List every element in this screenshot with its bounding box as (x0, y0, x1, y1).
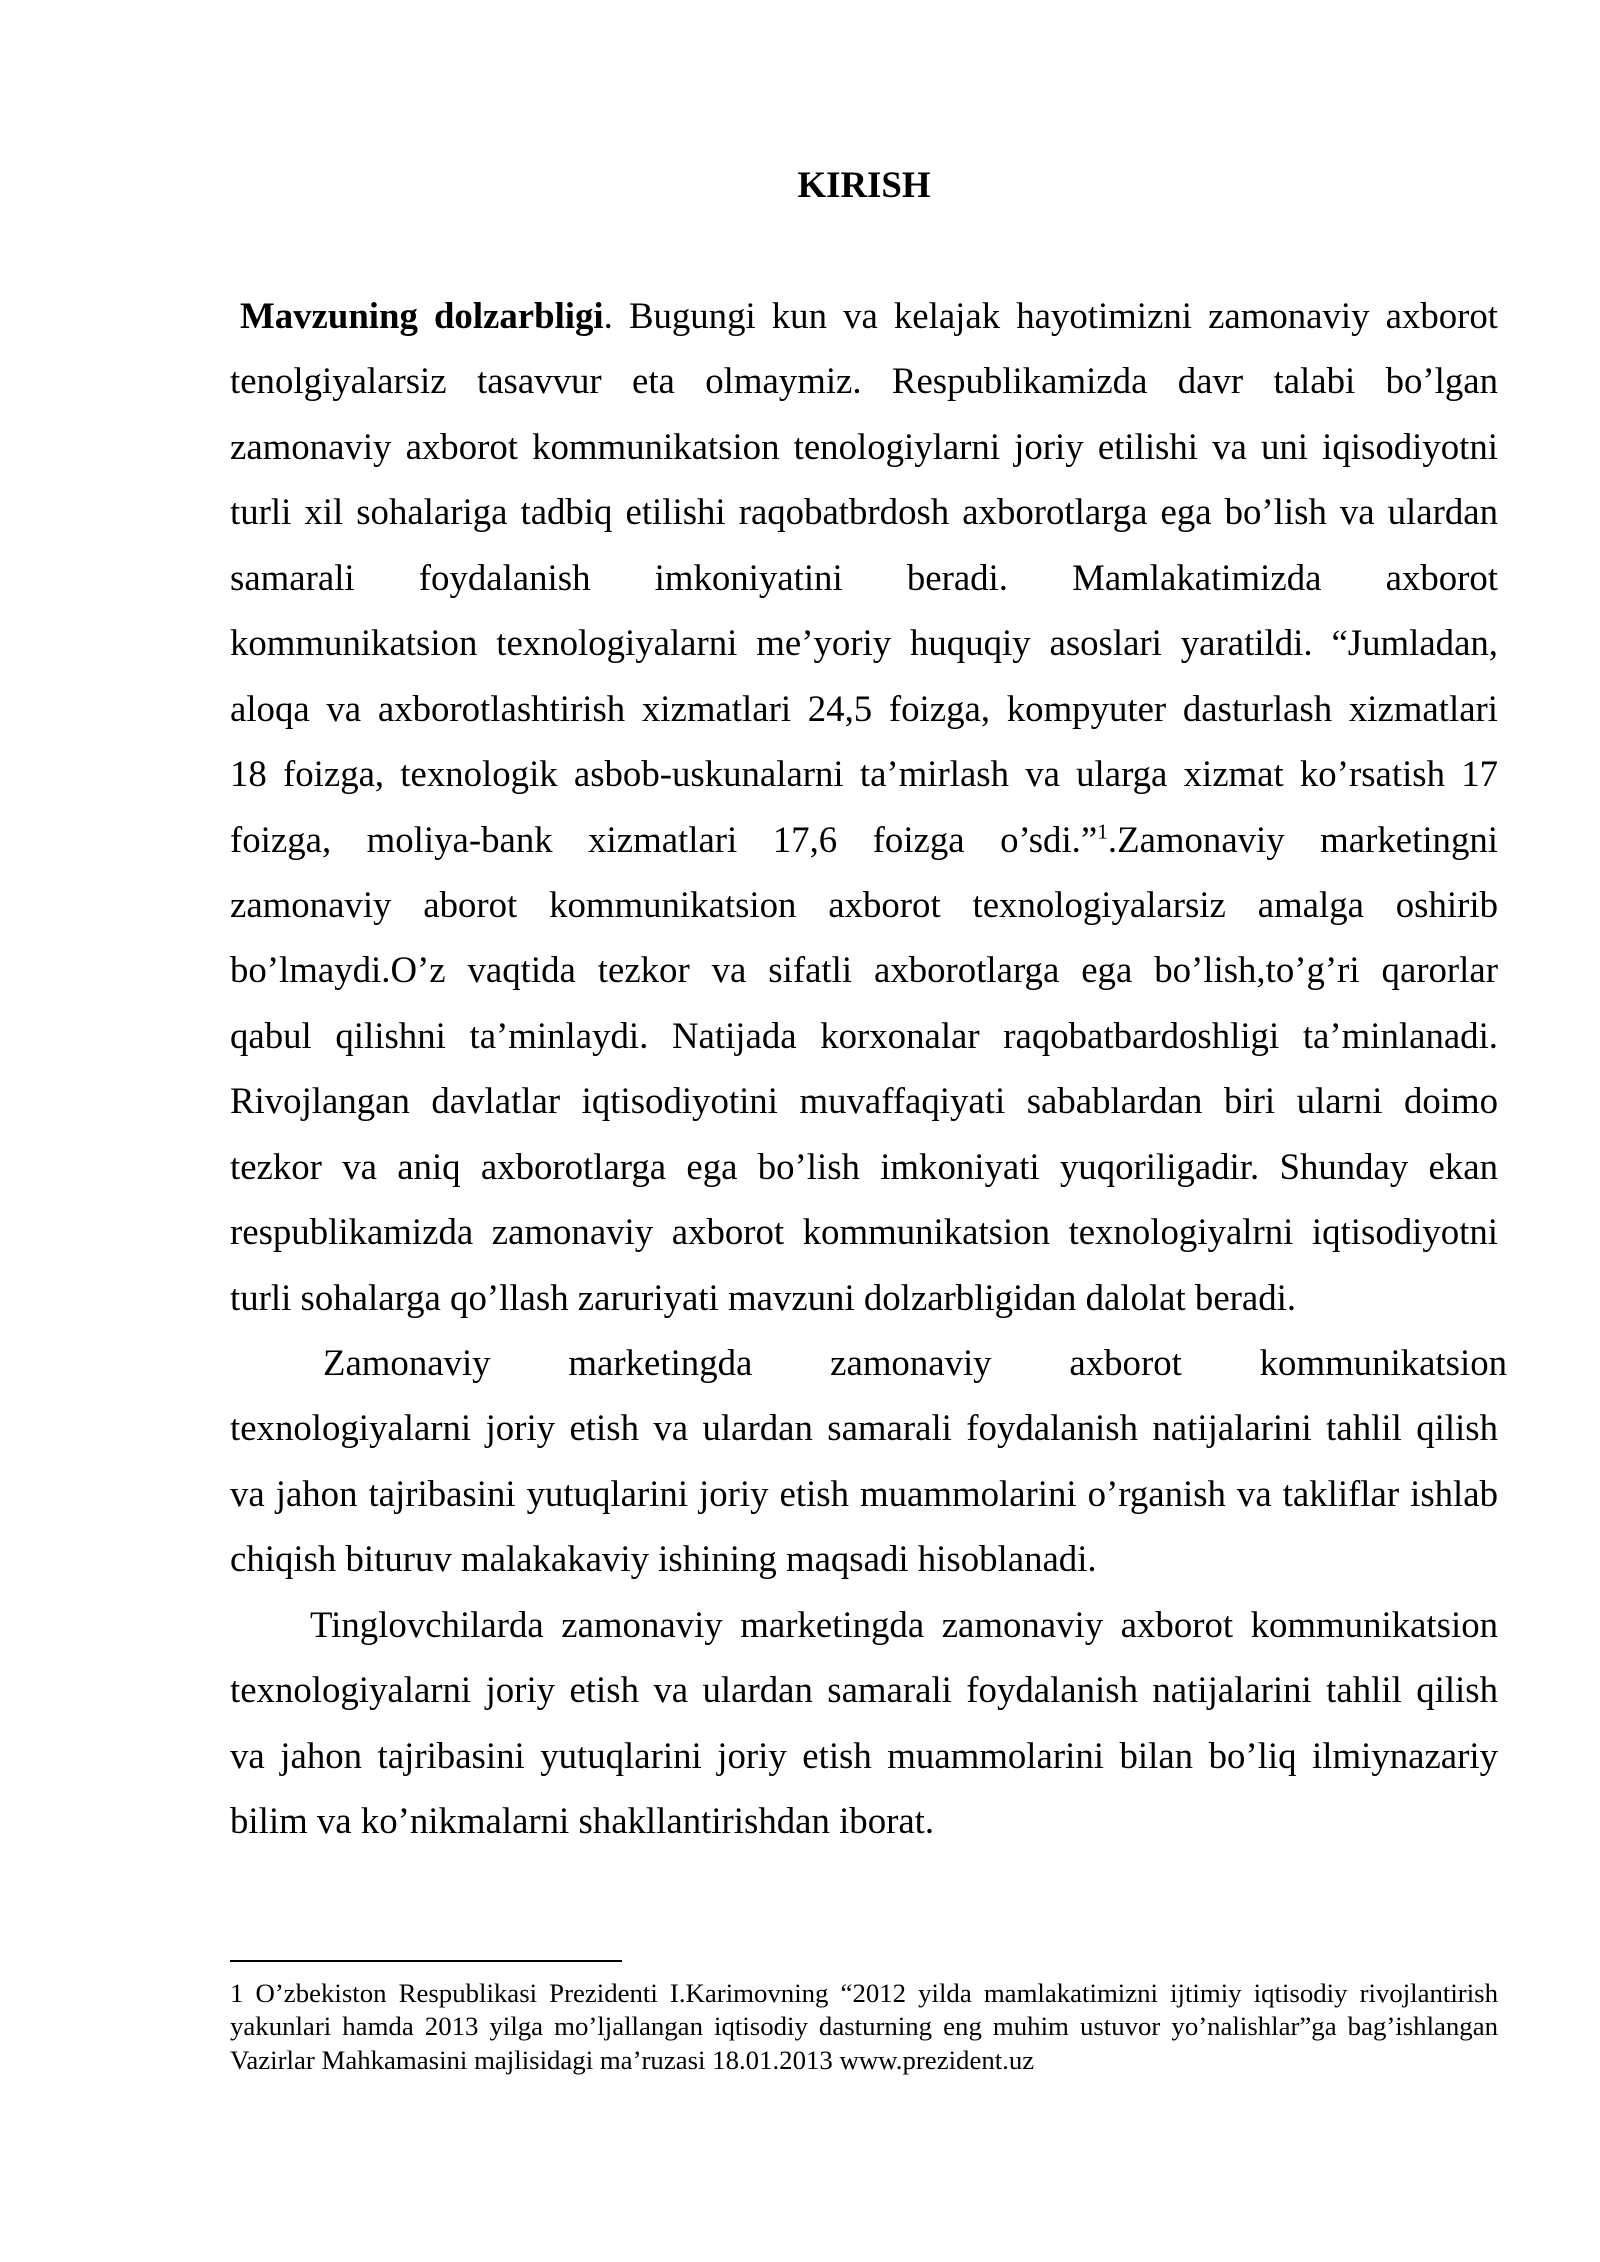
paragraph-line: zamonaviy aborot kommunikatsion axborot texnologiyalarsiz amalga oshirib (230, 883, 1498, 925)
paragraph-line: bo’lmaydi.O’z vaqtida tezkor va sifatli axborotlarga ega bo’lish,to’g’ri qarorlar (230, 949, 1498, 991)
paragraph-line: zamonaviy axborot kommunikatsion tenologiylarni joriy etilishi va uni iqisodiyotni (230, 425, 1498, 467)
paragraph-line: bilim va ko’nikmalarni shakllantirishdan iborat. (230, 1800, 935, 1842)
paragraph-line (230, 807, 1498, 872)
section-lead-label: Mavzuning dolzarbligi (240, 295, 604, 336)
paragraph-line: turli sohalarga qo’llash zaruriyati mavzuni dolzarbligidan dalolat beradi. (230, 1276, 1297, 1318)
paragraph-line: turli xil sohalariga tadbiq etilishi raqobatbrdosh axborotlarga ega bo’lish va ulardan (230, 491, 1498, 533)
paragraph-line: 18 foizga, texnologik asbob-uskunalarni ta’mirlash va ularga xizmat ko’rsatish 17 (230, 753, 1498, 795)
paragraph-line: aloqa va axborotlashtirish xizmatlari 24,5 foizga, kompyuter dasturlash xizmatlari (230, 687, 1498, 729)
footnote-line (230, 1977, 1498, 2010)
paragraph-line: chiqish bituruv malakakaviy ishining maqsadi hisoblanadi. (230, 1538, 1097, 1580)
paragraph-line: tezkor va aniq axborotlarga ega bo’lish imkoniyati yuqoriligadir. Shunday ekan (230, 1145, 1498, 1187)
paragraph-line: Zamonaviy marketingda zamonaviy axborot kommunikatsion (323, 1342, 1507, 1383)
paragraph-line (230, 283, 1498, 348)
page-title: KIRISH (797, 164, 931, 205)
paragraph-line: kommunikatsion texnologiyalarni me’yoriy huquqiy asoslari yaratildi. “Jumladan, (230, 622, 1498, 664)
paragraph-line: samarali foydalanish imkoniyatini beradi. Mamlakatimizda axborot (230, 556, 1498, 598)
footnote-text: O’zbekiston Respublikasi Prezidenti I.Karimovning “2012 yilda mamlakatimizni ijtimiy iqtisodiy rivojlantirish (255, 1978, 1498, 2008)
paragraph-line: Rivojlangan davlatlar iqtisodiyotini muvaffaqiyati sabablardan biri ularni doimo (230, 1080, 1498, 1122)
paragraph-line: va jahon tajribasini yutuqlarini joriy etish muammolarini o’rganish va takliflar ishlab (230, 1472, 1498, 1514)
line-text: . Bugungi kun va kelajak hayotimizni zamonaviy axborot (603, 295, 1498, 336)
paragraph-line: texnologiyalarni joriy etish va ulardan samarali foydalanish natijalarini tahlil qilish (230, 1407, 1498, 1449)
footnote-separator (230, 1960, 622, 1962)
paragraph-line: texnologiyalarni joriy etish va ulardan samarali foydalanish natijalarini tahlil qilish (230, 1669, 1498, 1711)
footnote-line: Vazirlar Mahkamasini majlisidagi ma’ruzasi 18.01.2013 www.prezident.uz (230, 2044, 1035, 2075)
paragraph-relevance (230, 283, 1498, 1330)
paragraph-tasks (230, 1592, 1498, 1854)
footnote (230, 1977, 1498, 2077)
paragraph-line: tenolgiyalarsiz tasavvur eta olmaymiz. Respublikamizda davr talabi bo’lgan (230, 360, 1498, 402)
paragraph-line: respublikamizda zamonaviy axborot kommunikatsion texnologiyalrni iqtisodiyotni (230, 1211, 1498, 1253)
line-text: foizga, moliya-bank xizmatlari 17,6 foizga o’sdi.” (230, 818, 1098, 860)
paragraph-line: Tinglovchilarda zamonaviy marketingda zamonaviy axborot kommunikatsion (310, 1603, 1498, 1645)
footnote-line: yakunlari hamda 2013 yilga mo’ljallangan iqtisodiy dasturning eng muhim ustuvor yo’nalishlar”ga bag’ishlangan (230, 2011, 1498, 2042)
body-text (230, 283, 1507, 1854)
footnote-reference: 1 (1097, 819, 1108, 844)
footnote-number: 1 (230, 1978, 244, 2008)
paragraph-line: va jahon tajribasini yutuqlarini joriy etish muammolarini bilan bo’liq ilmiynazariy (230, 1734, 1498, 1776)
line-text: .Zamonaviy marketingni (1107, 818, 1498, 860)
paragraph-line: qabul qilishni ta’minlaydi. Natijada korxonalar raqobatbardoshligi ta’minlanadi. (230, 1014, 1498, 1056)
paragraph-aim (230, 1330, 1507, 1592)
